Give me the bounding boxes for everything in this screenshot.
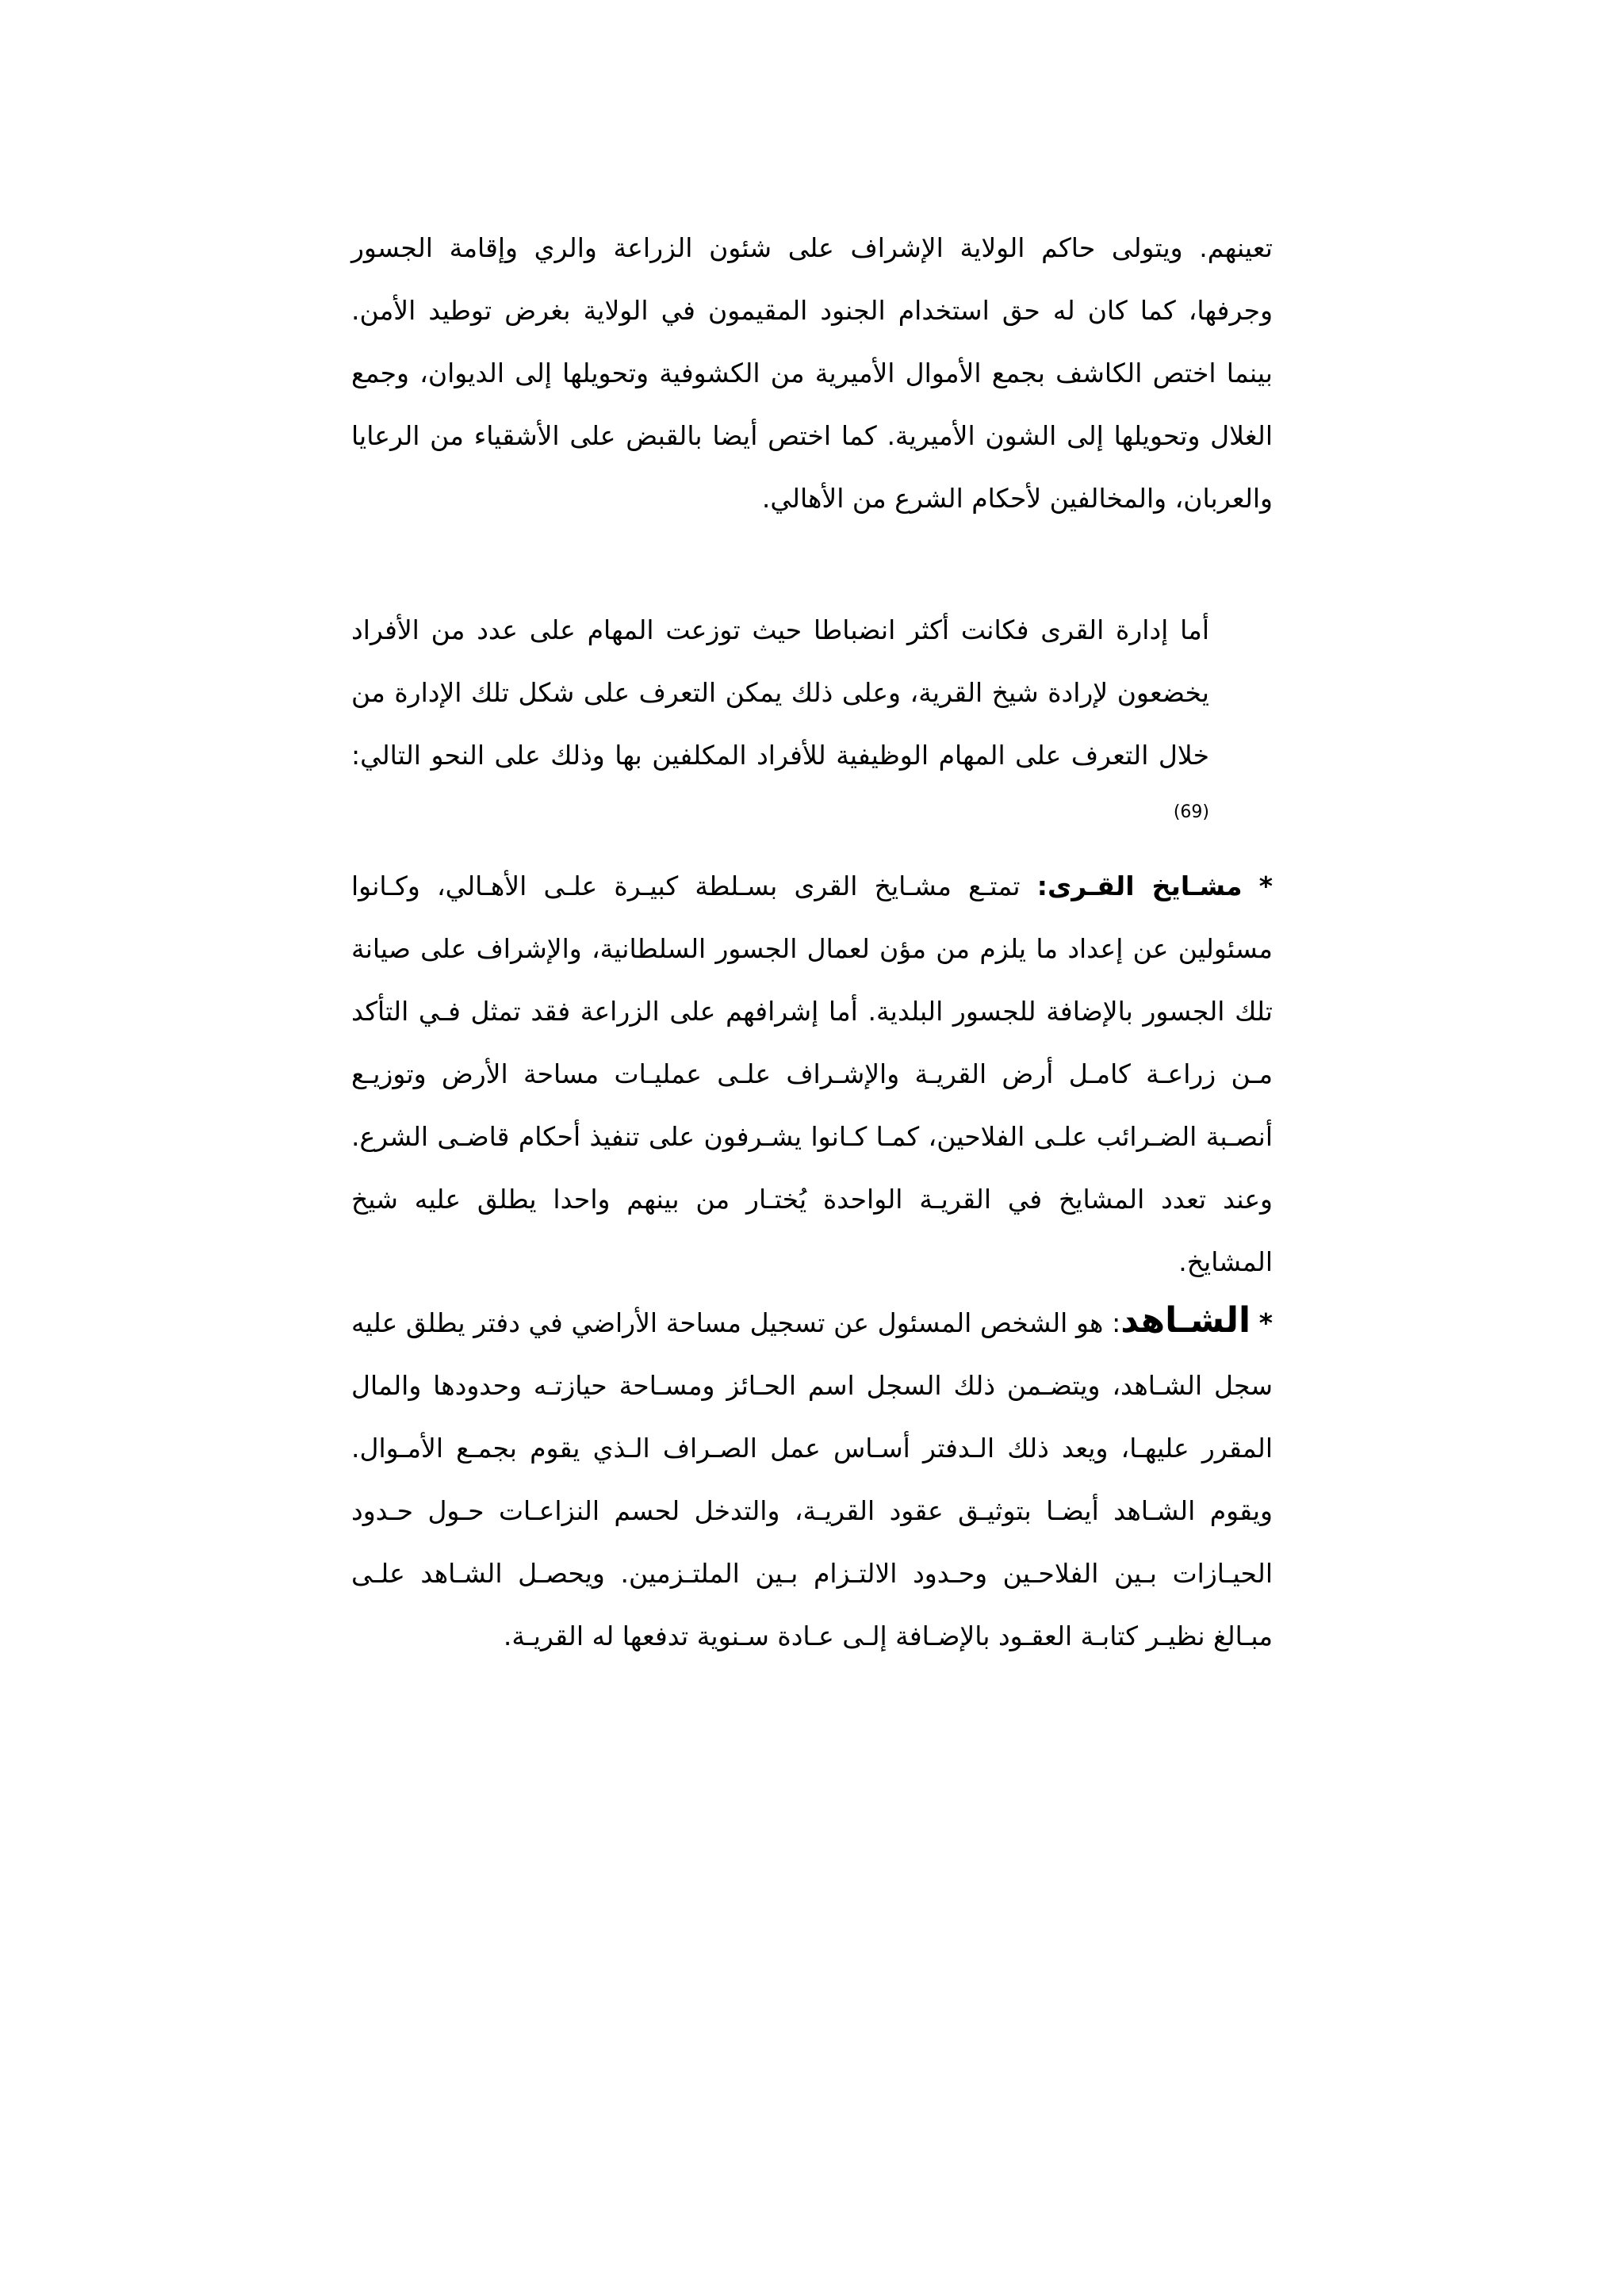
paragraph-body [351, 599, 1273, 849]
bullet-marker: * [1258, 1307, 1273, 1338]
paragraph-village-sheikhs [351, 855, 1273, 1293]
paragraph-village-administration [351, 599, 1273, 849]
paragraph-witness [351, 1289, 1273, 1667]
footnote-reference: (69) [1173, 802, 1209, 822]
bullet-marker: * [1258, 871, 1273, 901]
paragraph-text: : هو الشخص المسئول عن تسجيل مساحة الأراضي في دفتر يطلق عليه سجل الشـاهد، ويتضـمن ذلك السجل اسم الحـائز ومسـاحة حيازتـه وحدودها والمال المقرر عليهـا، ويعد ذلك الـدفتر أسـاس عمل الصـراف الـذي يقوم بجمـع الأمـوال. ويقوم الشـاهد أيضـا بتوثيـق عقود القريـة، والتدخل لحسم النزاعـات حـول حـدود الحيـازات بـين الفلاحـين وحـدود الالتـزام بـين الملتـزمين. ويحصـل الشـاهد علـى مبـالغ نظيـر كتابـة العقـود بالإضـافة إلـى عـادة سـنوية تدفعها له القريـة. [351, 1307, 1273, 1651]
paragraph-text: تمتـع مشـايخ القرى بسـلطة كبيـرة علـى الأهـالي، وكـانوا مسئولين عن إعداد ما يلزم من مؤن لعمال الجسور السلطانية، والإشراف على صيانة تلك الجسور بالإضافة للجسور البلدية. أما إشرافهم على الزراعة فقد تمثل فـي التأكد مـن زراعـة كامـل أرض القريـة والإشـراف علـى عمليـات مساحة الأرض وتوزيـع أنصـبة الضـرائب علـى الفلاحين، كمـا كـانوا يشـرفون على تنفيذ أحكام قاضـى الشرع. وعند تعدد المشايخ في القريـة الواحدة يُختـار من بينهم واحدا يطلق عليه شيخ المشايخ. [351, 871, 1273, 1277]
paragraph-text: أما إدارة القرى فكانت أكثر انضباطا حيث توزعت المهام على عدد من الأفراد يخضعون لإرادة شيخ القرية، وعلى ذلك يمكن التعرف على شكل تلك الإدارة من خلال التعرف على المهام الوظيفية للأفراد المكلفين بها وذلك على النحو التالي: [351, 614, 1209, 771]
paragraph-governance-duties [351, 216, 1273, 530]
paragraph-text: تعينهم. ويتولى حاكم الولاية الإشراف على شئون الزراعة والري وإقامة الجسور وجرفها، كما كان له حق استخدام الجنود المقيمون في الولاية بغرض توطيد الأمن. بينما اختص الكاشف بجمع الأموال الأميرية من الكشوفية وتحويلها إلى الديوان، وجمع الغلال وتحويلها إلى الشون الأميرية. كما اختص أيضا بالقبض على الأشقياء من الرعايا والعربان، والمخالفين لأحكام الشرع من الأهالي. [351, 232, 1273, 514]
section-term: مشـايخ القـرى: [1036, 871, 1243, 901]
paragraph-body [351, 855, 1273, 1293]
paragraph-body [351, 1289, 1273, 1667]
section-term: الشـاهد [1120, 1300, 1251, 1341]
